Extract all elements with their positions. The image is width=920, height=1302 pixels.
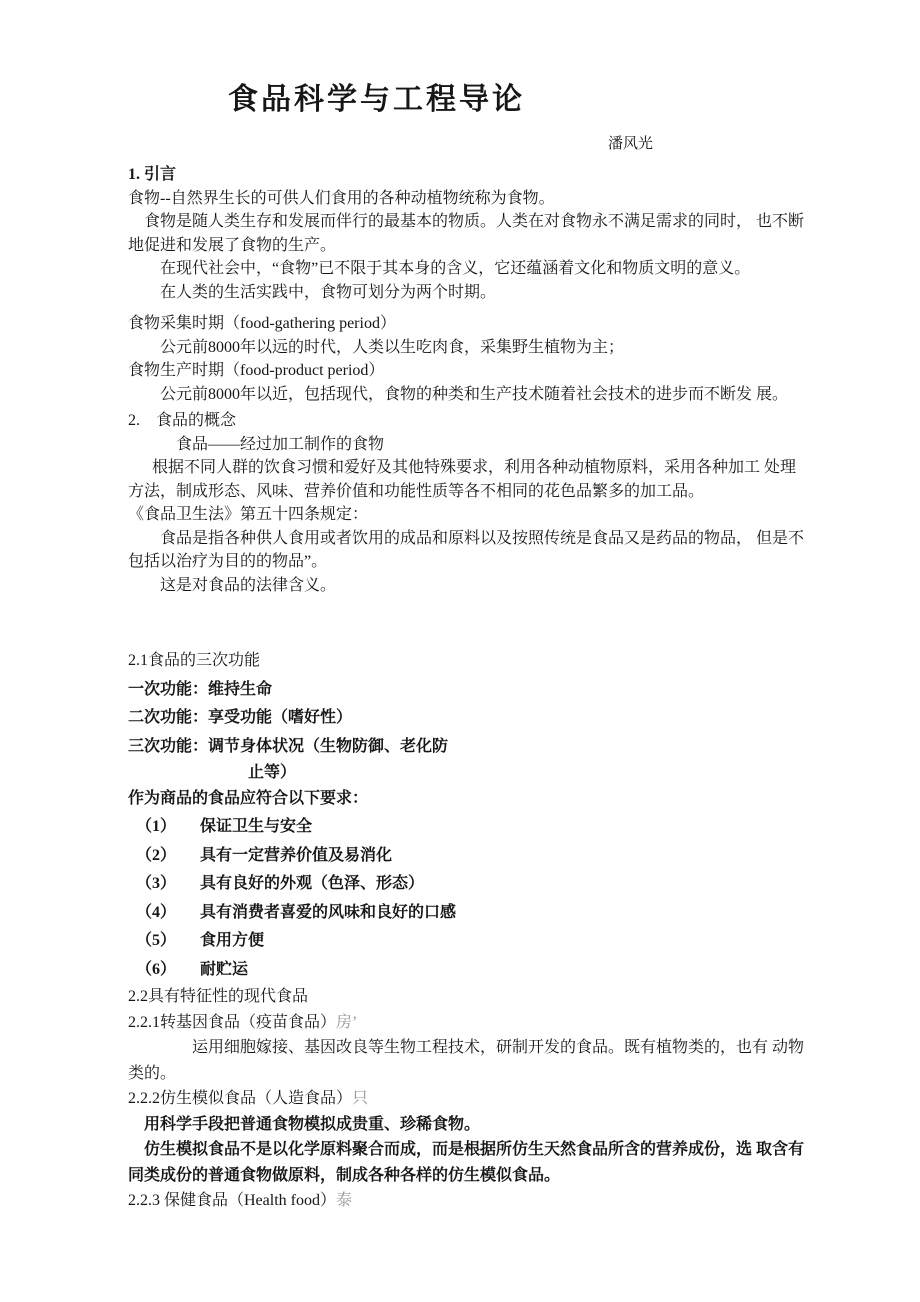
paragraph-text: 仿生模拟食品不是以化学原料聚合而成，而是根据所仿生天然食品所含的营养成份，选 取含有同类成份的普通食物做原料，制成各种各样的仿生模似食品。	[128, 1141, 805, 1184]
heading-2-2-3	[128, 1188, 804, 1214]
requirement-item	[128, 927, 804, 956]
author-name: 潘风光	[608, 136, 654, 152]
paragraph	[128, 383, 804, 407]
paragraph	[128, 257, 804, 281]
paragraph	[128, 281, 804, 305]
heading-2-2-2	[128, 1086, 804, 1112]
term-food-gathering	[128, 312, 804, 336]
law-reference	[128, 503, 804, 527]
document-title: 食品科学与工程导论	[228, 83, 525, 116]
paragraph-text: 用科学手段把普通食物模拟成贵重、珍稀食物。	[144, 1115, 481, 1133]
paragraph-text: 运用细胞嫁接、基因改良等生物工程技术，研制开发的食品。既有植物类的，也有 动物类的。	[128, 1039, 805, 1082]
paragraph	[128, 1035, 804, 1086]
paragraph-text: 2.2.1转基因食品（疫苗食品）	[128, 1013, 337, 1031]
paragraph	[128, 574, 804, 598]
paragraph	[128, 527, 804, 574]
paragraph-text: 食物生产时期（food-product period）	[128, 362, 385, 379]
paragraph-text: 食品是指各种供人食用或者饮用的成品和原料以及按照传统是食品又是药品的物品， 但是不包括以治疗为目的的物品”。	[128, 529, 805, 570]
document-body	[128, 163, 804, 1214]
paragraph-text: 这是对食品的法律含义。	[160, 576, 337, 594]
paragraph-text: 2. 食品的概念	[128, 412, 237, 429]
heading-2-2	[128, 984, 804, 1010]
paragraph	[128, 1112, 804, 1138]
heading-2-1	[128, 647, 804, 676]
paragraph-text: 一次功能：维持生命	[128, 680, 273, 698]
function-tertiary	[128, 733, 804, 762]
paragraph-text: 2.2.2仿生模似食品（人造食品）	[128, 1090, 353, 1107]
paragraph	[128, 336, 804, 360]
requirement-item	[128, 842, 804, 871]
paragraph-text: 2.2.3 保健食品（Health food）	[128, 1192, 336, 1209]
function-tertiary-cont	[128, 761, 804, 785]
term-food-product	[128, 359, 804, 383]
paragraph-text: 根据不同人群的饮食习惯和爱好及其他特殊要求，利用各种动植物原料，采用各种加工 处理方法，制成形态、风味、营养价值和功能性质等各不相同的花色品繁多的加工品。	[128, 459, 797, 500]
requirement-item	[128, 899, 804, 928]
heading-2-2-1	[128, 1010, 804, 1036]
paragraph-text: （2） 具有一定营养价值及易消化	[136, 846, 393, 864]
paragraph-text: 2.2具有特征性的现代食品	[128, 988, 309, 1005]
paragraph-text: 食品——经过加工制作的食物	[176, 435, 385, 453]
function-secondary	[128, 704, 804, 733]
paragraph-text: 1. 引言	[128, 166, 177, 183]
paragraph-text: （3） 具有良好的外观（色泽、形态）	[136, 875, 425, 892]
paragraph	[128, 210, 804, 257]
function-primary	[128, 676, 804, 705]
paragraph	[128, 433, 804, 457]
paragraph-text: 二次功能：享受功能（嗜好性）	[128, 709, 353, 726]
requirements-intro	[128, 785, 804, 814]
paragraph-text: 食物是随人类生存和发展而伴行的最基本的物质。人类在对食物永不满足需求的同时， 也不断地促进和发展了食物的生产。	[128, 213, 805, 254]
paragraph-text: 公元前8000年以远的时代，人类以生吃肉食，采集野生植物为主；	[160, 338, 625, 356]
heading-1	[128, 163, 804, 187]
paragraph	[128, 456, 804, 503]
heading-2	[128, 409, 804, 433]
paragraph-text: 在现代社会中，“食物”已不限于其本身的含义，它还蕴涵着文化和物质文明的意义。	[160, 260, 751, 277]
paragraph-text: （4） 具有消费者喜爱的风味和良好的口感	[136, 903, 457, 921]
paragraph-text: 作为商品的食品应符合以下要求：	[128, 789, 369, 807]
paragraph-text: 食物--自然界生长的可供人们食用的各种动植物统称为食物。	[128, 189, 555, 207]
paragraph-text: 2.1食品的三次功能	[128, 652, 261, 669]
paragraph-text: 食物采集时期（food-gathering period）	[128, 315, 396, 332]
gray-annotation: 房’	[336, 1013, 358, 1031]
paragraph-text: （6） 耐贮运	[136, 960, 249, 978]
gray-annotation: 泰	[335, 1192, 352, 1209]
paragraph-text: 止等）	[248, 764, 297, 781]
paragraph-text: 三次功能：调节身体状况（生物防御、老化防	[128, 737, 449, 755]
paragraph-text: （5） 食用方便	[136, 932, 265, 949]
requirement-item	[128, 813, 804, 842]
paragraph-text: 在人类的生活实践中，食物可划分为两个时期。	[160, 283, 497, 301]
paragraph	[128, 187, 804, 211]
paragraph	[128, 1137, 804, 1188]
requirement-item	[128, 870, 804, 899]
paragraph-text: 《食品卫生法》第五十四条规定：	[128, 506, 369, 523]
paragraph-text: （1） 保证卫生与安全	[136, 818, 313, 835]
requirement-item	[128, 956, 804, 985]
gray-annotation: 只	[352, 1090, 369, 1107]
paragraph-text: 公元前8000年以近，包括现代，食物的种类和生产技术随着社会技术的进步而不断发 展。	[160, 385, 789, 403]
